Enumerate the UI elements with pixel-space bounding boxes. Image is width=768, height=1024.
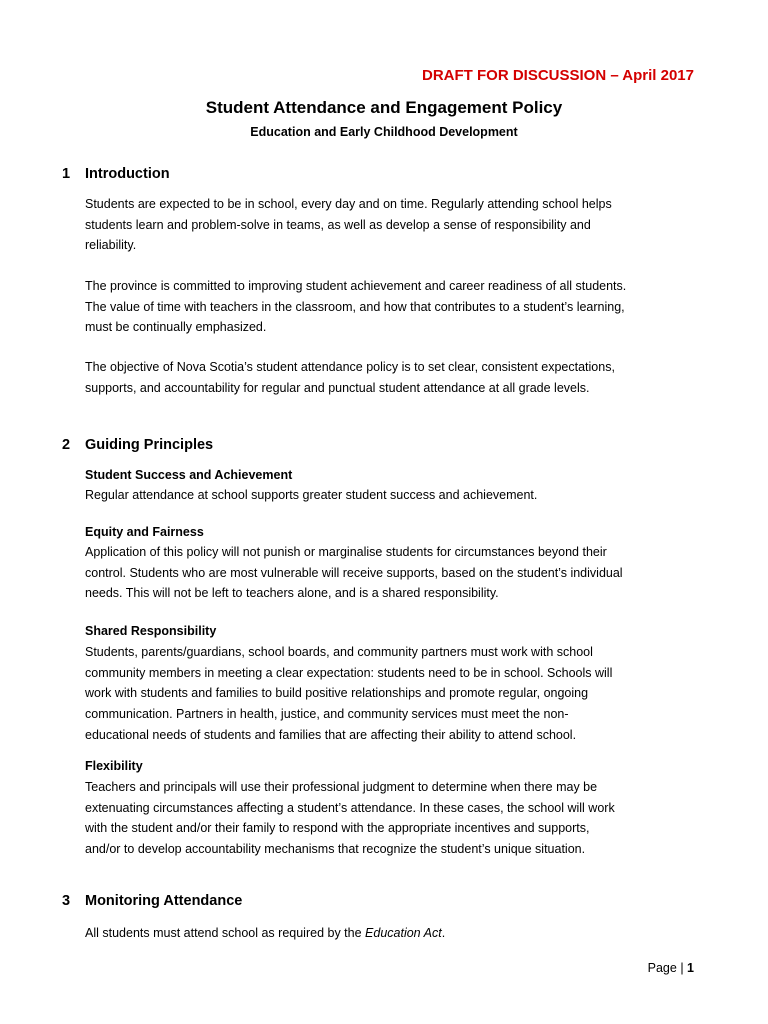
intro-paragraph-1 — [85, 194, 715, 256]
section-heading-introduction — [62, 166, 170, 182]
intro-paragraph-3 — [85, 357, 715, 398]
section-heading-guiding-principles — [62, 437, 213, 453]
text-line: Regular attendance at school supports greater student success and achievement. — [85, 488, 538, 502]
document-subtitle: Education and Early Childhood Development — [250, 125, 518, 139]
text-line: Students, parents/guardians, school boards, and community partners must work with school — [85, 645, 593, 659]
page-label: Page — [647, 961, 677, 975]
monitoring-paragraph — [85, 923, 715, 944]
principle-text-student-success — [85, 485, 715, 506]
text-line: must be continually emphasized. — [85, 320, 267, 335]
section-number: 2 — [62, 437, 71, 453]
intro-paragraph-2 — [85, 276, 715, 338]
text-line: The province is committed to improving student achievement and career readiness of all students. — [85, 279, 627, 293]
text-line: Teachers and principals will use their professional judgment to determine when there may be — [85, 780, 598, 794]
document-title: Student Attendance and Engagement Policy — [205, 98, 563, 117]
text-line: Application of this policy will not punish or marginalise students for circumstances beyond their — [85, 545, 607, 559]
text-line: with the student and/or their family to respond with the appropriate incentives and supports, — [85, 821, 590, 836]
text-line: control. Students who are most vulnerable will receive supports, based on the student’s individual — [85, 565, 623, 580]
principle-title-student-success: Student Success and Achievement — [85, 468, 293, 482]
text-run: All students must attend school as required by the — [85, 926, 366, 940]
section-number: 3 — [62, 893, 71, 909]
section-title: Introduction — [85, 166, 170, 182]
section-heading-monitoring-attendance — [62, 893, 242, 909]
principle-title-equity: Equity and Fairness — [85, 525, 204, 539]
page-footer — [648, 961, 694, 975]
text-line: The objective of Nova Scotia’s student attendance policy is to set clear, consistent expectations, — [85, 360, 615, 374]
text-line: community members in meeting a clear expectation: students need to be in school. Schools will — [85, 665, 613, 680]
principle-title-shared-responsibility: Shared Responsibility — [85, 624, 217, 638]
text-line: work with students and families to build positive relationships and promote regular, ongoing — [85, 686, 589, 701]
page-number: 1 — [687, 961, 694, 975]
principle-text-equity — [85, 542, 715, 604]
text-run: . — [441, 926, 446, 940]
text-line: The value of time with teachers in the classroom, and how that contributes to a student’s learning, — [85, 299, 625, 314]
text-line: supports, and accountability for regular and punctual student attendance at all grade levels. — [85, 380, 590, 395]
principle-text-flexibility — [85, 777, 715, 860]
principle-title-flexibility: Flexibility — [85, 759, 143, 773]
principle-text-shared-responsibility — [85, 642, 715, 746]
text-line — [85, 923, 715, 944]
text-line: educational needs of students and families that are affecting their ability to attend school. — [85, 727, 577, 742]
section-title: Guiding Principles — [85, 437, 214, 453]
draft-notice: DRAFT FOR DISCUSSION – April 2017 — [422, 67, 694, 84]
section-title: Monitoring Attendance — [85, 893, 243, 909]
text-line: students learn and problem-solve in teams, as well as develop a sense of responsibility and — [85, 217, 591, 232]
text-line: communication. Partners in health, justice, and community services must meet the non- — [85, 707, 569, 722]
text-line: Students are expected to be in school, every day and on time. Regularly attending school helps — [85, 197, 612, 211]
text-line: and/or to develop accountability mechanisms that recognize the student’s unique situation. — [85, 842, 586, 857]
text-line: extenuating circumstances affecting a student’s attendance. In these cases, the school will work — [85, 800, 615, 815]
page-separator: | — [676, 961, 688, 975]
education-act-reference: Education Act — [365, 926, 442, 940]
section-number: 1 — [62, 166, 71, 182]
text-line: reliability. — [85, 238, 137, 253]
text-line: needs. This will not be left to teachers alone, and is a shared responsibility. — [85, 586, 499, 601]
